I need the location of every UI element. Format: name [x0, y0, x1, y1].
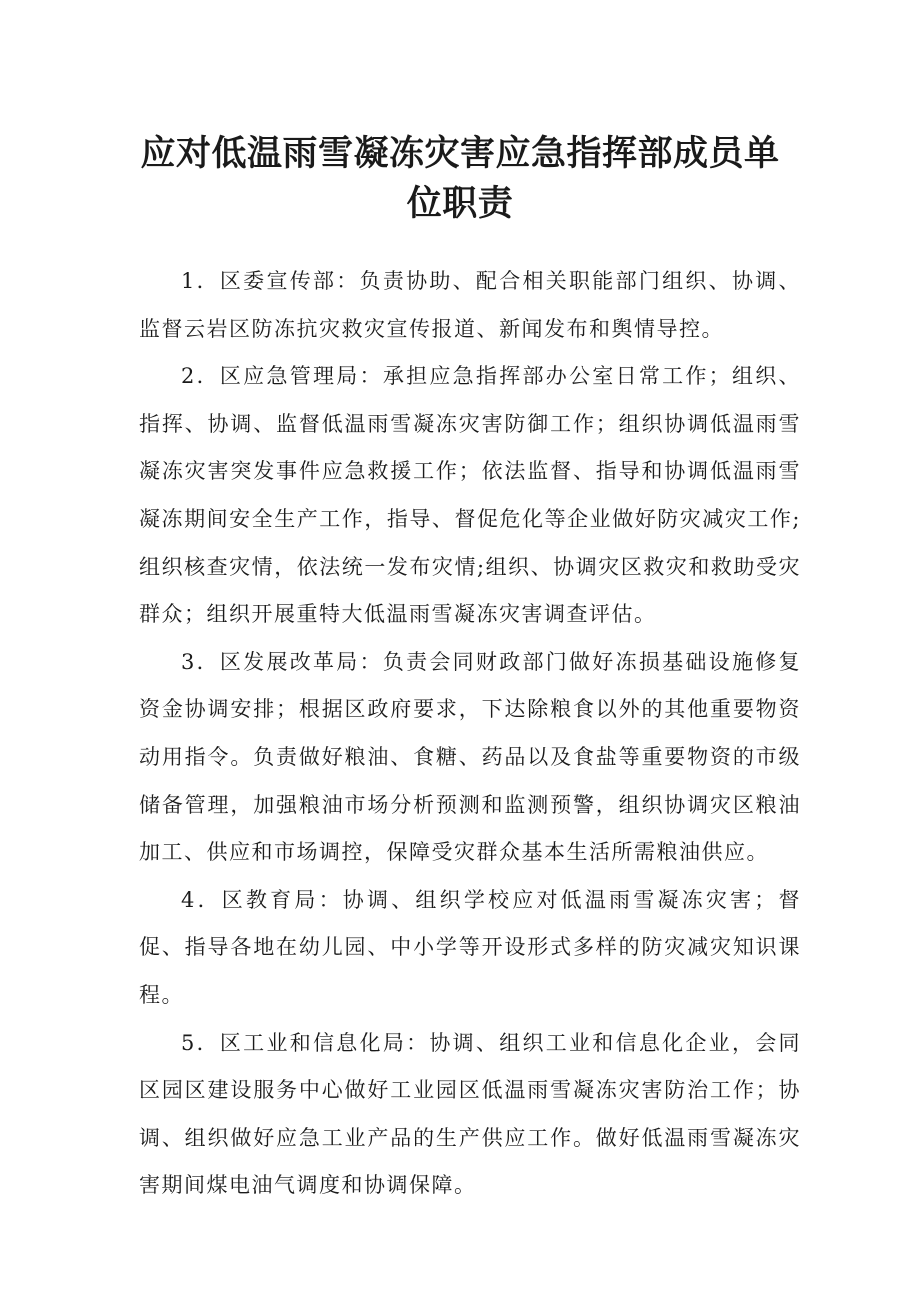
document-title-line-2: 位职责: [406, 184, 514, 224]
paragraph-2-emergency-management-bureau: 2．区应急管理局：承担应急指挥部办公室日常工作；组织、指挥、协调、监督低温雨雪凝冻灾害防御工作；组织协调低温雨雪凝冻灾害突发事件应急救援工作；依法监督、指导和协调低温雨雪凝冻期间安全生产工作，指导、督促危化等企业做好防灾减灾工作;组织核查灾情，依法统一发布灾情;组织、协调灾区救灾和救助受灾群众；组织开展重特大低温雨雪凝冻灾害调查评估。: [139, 364, 801, 627]
paragraph-1-propaganda-department: 1．区委宣传部：负责协助、配合相关职能部门组织、协调、监督云岩区防冻抗灾救灾宣传报道、新闻发布和舆情导控。: [139, 269, 801, 341]
paragraph-3-development-reform-bureau: 3．区发展改革局：负责会同财政部门做好冻损基础设施修复资金协调安排；根据区政府要求，下达除粮食以外的其他重要物资动用指令。负责做好粮油、食糖、药品以及食盐等重要物资的市级储备管理，加强粮油市场分析预测和监测预警，组织协调灾区粮油加工、供应和市场调控，保障受灾群众基本生活所需粮油供应。: [139, 649, 801, 865]
paragraph-5-industry-information-bureau: 5．区工业和信息化局：协调、组织工业和信息化企业，会同区园区建设服务中心做好工业园区低温雨雪凝冻灾害防治工作；协调、组织做好应急工业产品的生产供应工作。做好低温雨雪凝冻灾害期间煤电油气调度和协调保障。: [139, 1030, 801, 1198]
paragraph-4-education-bureau: 4．区教育局：协调、组织学校应对低温雨雪凝冻灾害；督促、指导各地在幼儿园、中小学等开设形式多样的防灾减灾知识课程。: [139, 887, 801, 1007]
document-body: [139, 258, 801, 1210]
document-title-line-1: 应对低温雨雪凝冻灾害应急指挥部成员单: [140, 134, 780, 174]
